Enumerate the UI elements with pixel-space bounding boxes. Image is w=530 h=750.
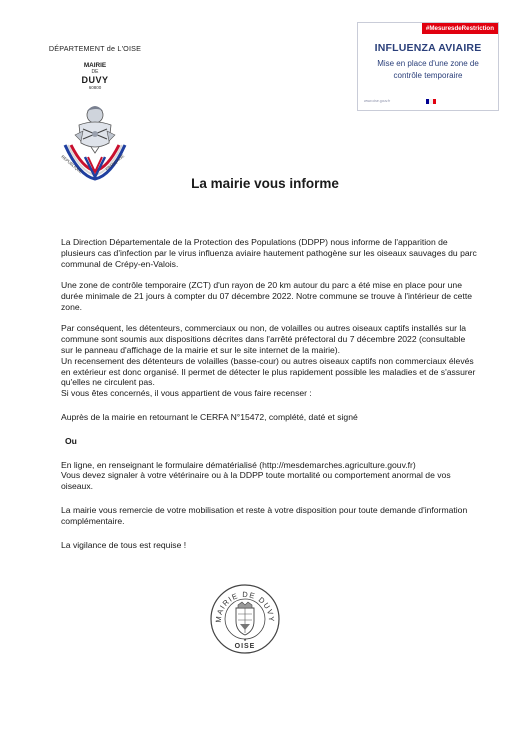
- mairie-label: MAIRIE: [83, 62, 107, 69]
- campaign-subtitle: Mise en place d'une zone de contrôle temporaire: [377, 59, 479, 80]
- emblem-right-text: FRANÇAISE: [104, 153, 126, 172]
- campaign-box: [357, 22, 499, 111]
- campaign-url: www.oise.gouv.fr: [364, 99, 391, 103]
- mairie-stamp: [209, 583, 281, 655]
- paragraph-consequences: Par conséquent, les détenteurs, commerciaux ou non, de volailles ou autres oiseaux captifs installés sur la commune sont soumis aux dispositions décrites dans l'arrêté préfectoral du 7 décembre 2022 (consultable sur le panneau d'affichage de la mairie et sur le site internet de la mairie).: [61, 323, 467, 355]
- town-name: DUVY: [81, 75, 109, 86]
- paragraph-thanks: La mairie vous remercie de votre mobilisation et reste à votre disposition pour toute demande d'information complémentaire.: [61, 504, 468, 526]
- mairie-block: [30, 63, 160, 91]
- stamp-bottom-text: OISE: [234, 643, 256, 650]
- paragraph-online-form: En ligne, en renseignant le formulaire dématérialisé (http://mesdemarches.agriculture.gouv.fr): [61, 459, 416, 470]
- department-label: DÉPARTEMENT de L'OISE: [48, 44, 142, 53]
- or-label: Ou: [65, 435, 77, 446]
- stamp-ring-text: MAIRIE DE DUVY: [213, 589, 277, 623]
- letter-body: [61, 237, 479, 550]
- stamp-star-icon: ★: [243, 637, 247, 642]
- letterhead: [30, 44, 160, 187]
- restriction-tag: #MesuresdeRestriction: [422, 23, 498, 34]
- paragraph-cerfa: Auprès de la mairie en retournant le CERFA N°15472, complété, daté et signé: [61, 411, 358, 422]
- paragraph-census: Un recensement des détenteurs de volailles (basse-cour) ou autres oiseaux captifs non commerciaux élevés en extérieur est donc organisé. Il permet de détecter le plus rapidement possible les maladies et de s'assurer qu'elles ne circulent pas.: [61, 355, 476, 388]
- paragraph-zct: Une zone de contrôle temporaire (ZCT) d'un rayon de 20 km autour du parc a été mise en place pour une durée minimale de 21 jours à compter du 07 décembre 2022. Notre commune se trouve à l'intérieur de cette zone.: [61, 280, 473, 312]
- postcode: 60800: [88, 85, 102, 91]
- marianne-emblem: [57, 95, 133, 187]
- paragraph-vigilance: La vigilance de tous est requise !: [61, 539, 187, 550]
- paragraph-ddpp: La Direction Départementale de la Protection des Populations (DDPP) nous informe de l'apparition de plusieurs cas d'infection par le virus influenza aviaire hautement pathogène sur les oiseaux sauvages du parc communal de Crépy-en-Valois.: [61, 237, 477, 269]
- paragraph-report: Vous devez signaler à votre vétérinaire ou à la DDPP toute mortalité ou comportement anormal de vos oiseaux.: [61, 470, 451, 492]
- page-title: La mairie vous informe: [191, 176, 339, 191]
- campaign-title: INFLUENZA AVIAIRE: [374, 42, 482, 54]
- paragraph-if-concerned: Si vous êtes concernés, il vous appartient de vous faire recenser :: [61, 388, 312, 399]
- french-flag-icon: [426, 99, 436, 104]
- de-label: DE: [91, 69, 99, 76]
- emblem-left-text: REPUBLIQUE: [60, 153, 84, 175]
